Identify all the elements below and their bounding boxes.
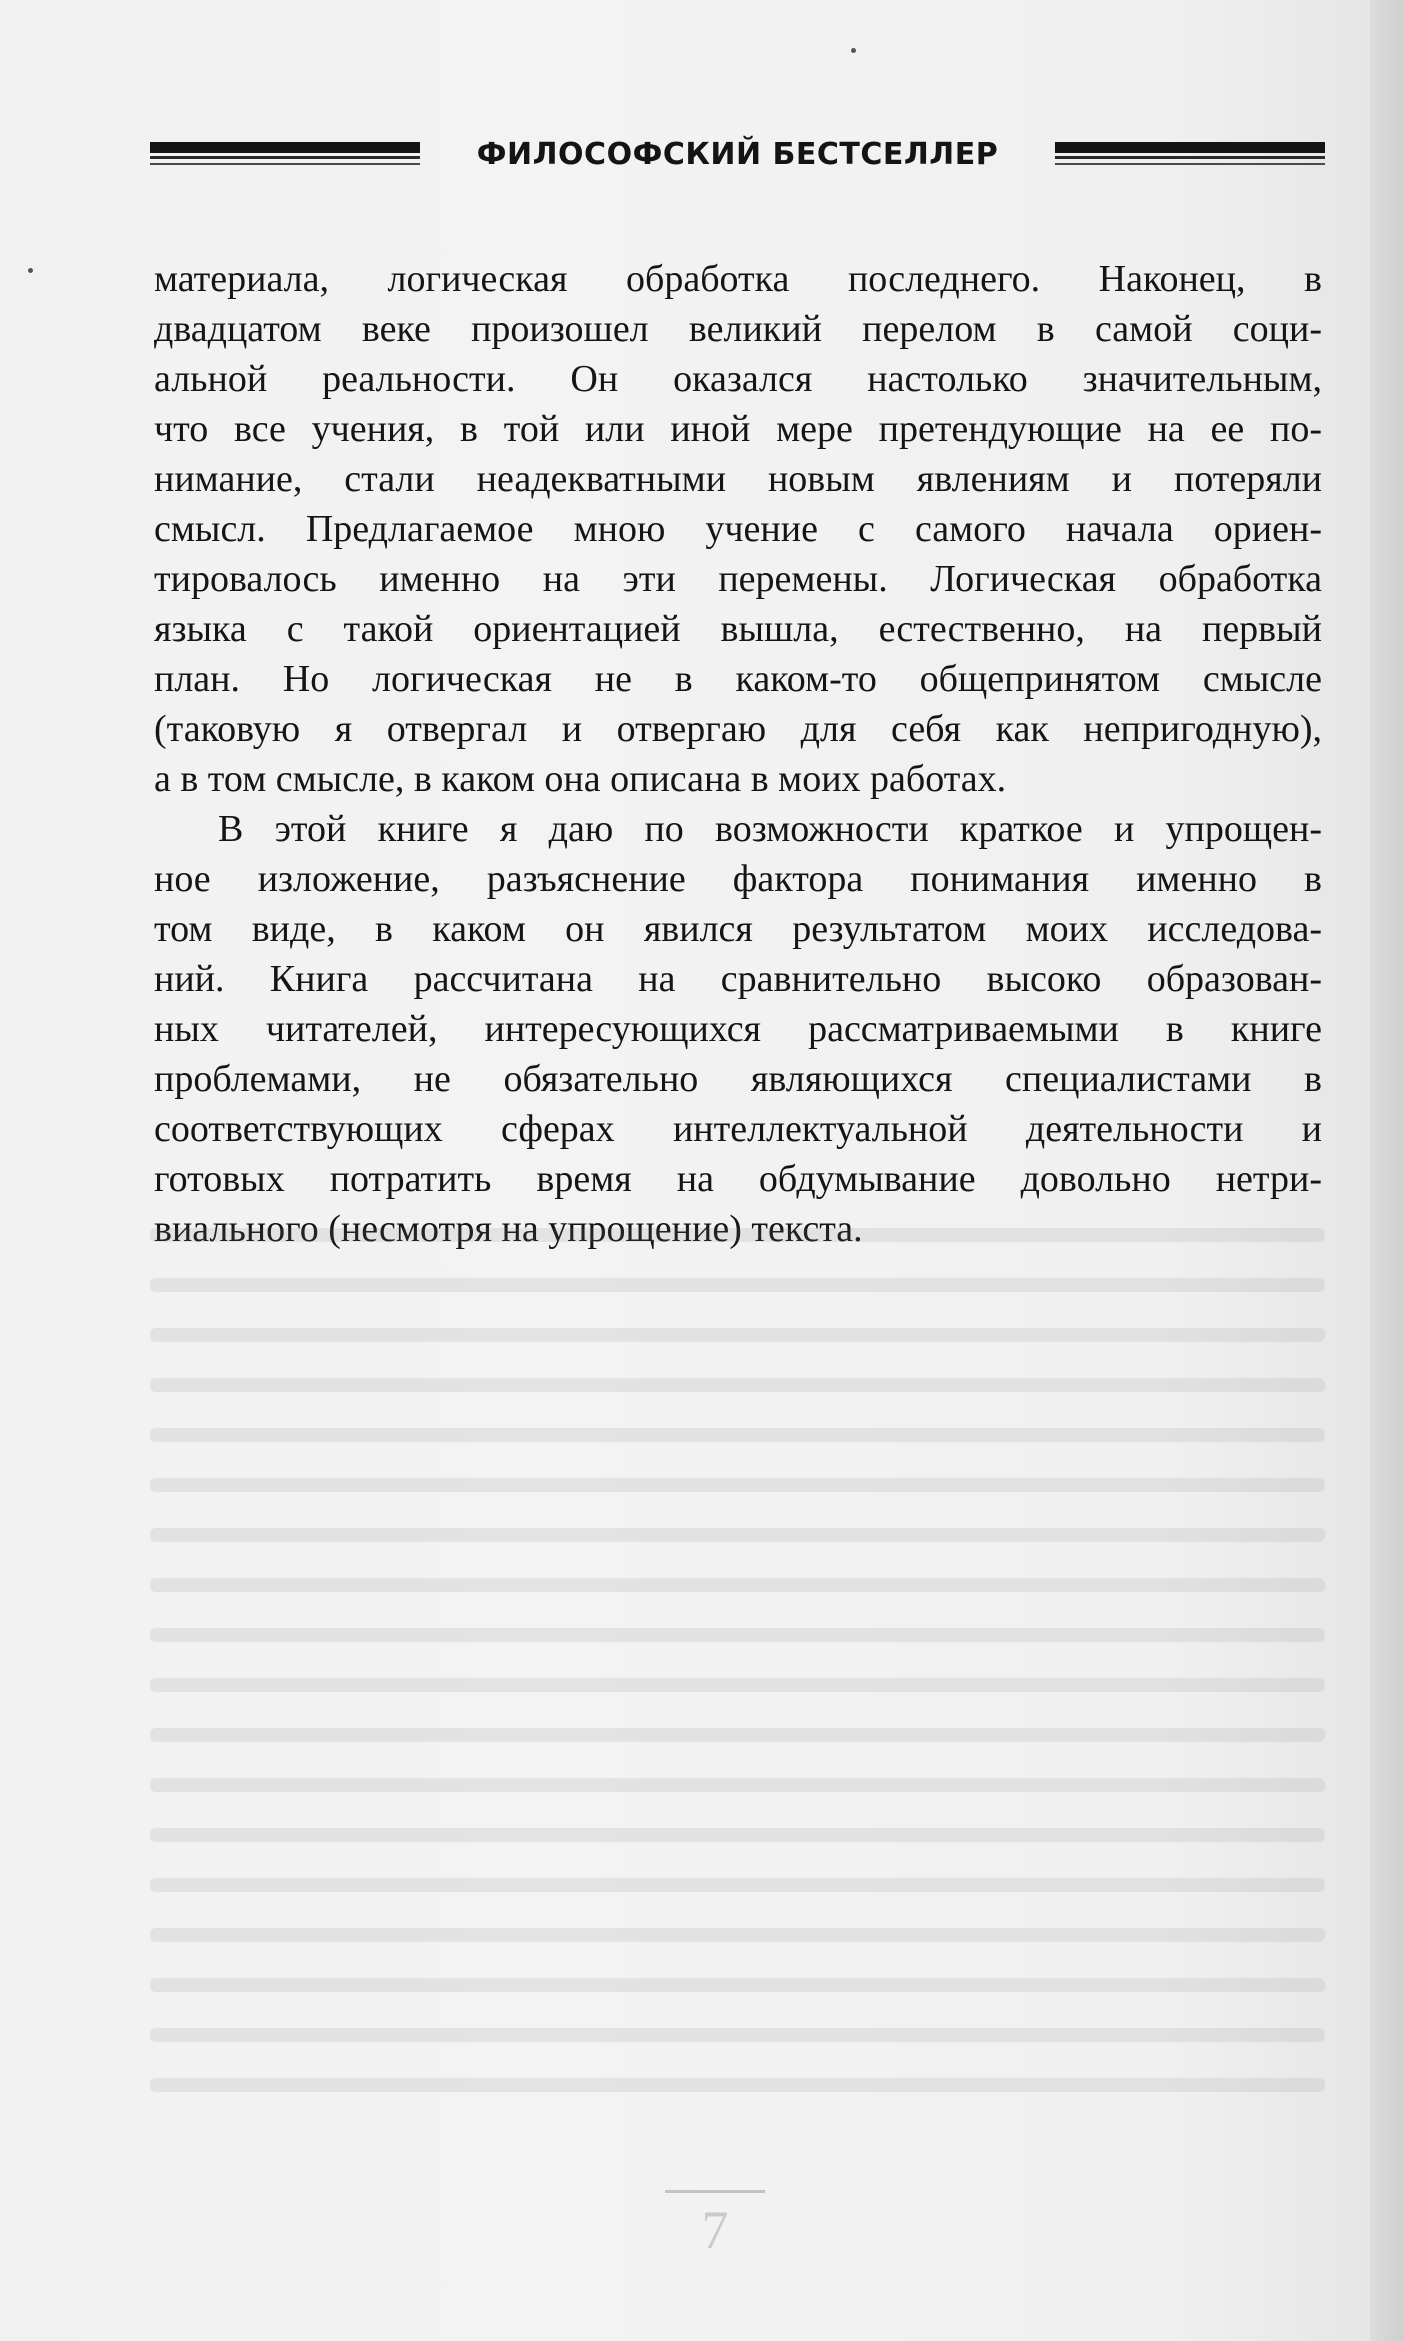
paragraph-first-line: В этой книге я даю по возможности краткое и упрощен- (218, 808, 1322, 850)
text-line: ных читателей, интересующихся рассматриваемыми в книге (154, 1008, 1322, 1050)
folio-rule (665, 2190, 765, 2193)
body-text (154, 254, 1322, 1254)
show-through-text (150, 1228, 1325, 2098)
running-header (150, 130, 1325, 190)
text-line: смысл. Предлагаемое мною учение с самого начала ориен- (154, 508, 1322, 550)
running-header-title: ФИЛОСОФСКИЙ БЕСТСЕЛЛЕР (476, 137, 999, 172)
text-line: соответствующих сферах интеллектуальной деятельности и (154, 1108, 1322, 1150)
text-line: проблемами, не обязательно являющихся специалистами в (154, 1058, 1322, 1100)
text-line: альной реальности. Он оказался настолько значительным, (154, 358, 1322, 400)
text-line: языка с такой ориентацией вышла, естественно, на первый (154, 608, 1322, 650)
text-line: что все учения, в той или иной мере претендующие на ее по- (154, 408, 1322, 450)
text-line: том виде, в каком он явился результатом моих исследова- (154, 908, 1322, 950)
page-edge-shadow (1370, 0, 1404, 2341)
print-speck (851, 48, 856, 53)
text-line: нимание, стали неадекватными новым явлениям и потеряли (154, 458, 1322, 500)
text-line: ное изложение, разъяснение фактора понимания именно в (154, 858, 1322, 900)
header-rule-left (150, 142, 420, 168)
header-rule-right (1055, 142, 1325, 168)
page-number: 7 (701, 2200, 729, 2260)
text-line: план. Но логическая не в каком-то общепринятом смысле (154, 658, 1322, 700)
text-line: тировалось именно на эти перемены. Логическая обработка (154, 558, 1322, 600)
text-line: (таковую я отвергал и отвергаю для себя как непригодную), (154, 708, 1322, 750)
text-line: готовых потратить время на обдумывание довольно нетри- (154, 1158, 1322, 1200)
print-speck (28, 268, 33, 273)
text-line: виального (несмотря на упрощение) текста. (154, 1208, 863, 1250)
text-line: а в том смысле, в каком она описана в моих работах. (154, 758, 1007, 800)
text-line: ний. Книга рассчитана на сравнительно высоко образован- (154, 958, 1322, 1000)
text-line: двадцатом веке произошел великий перелом в самой соци- (154, 308, 1322, 350)
text-line: материала, логическая обработка последнего. Наконец, в (154, 258, 1322, 300)
